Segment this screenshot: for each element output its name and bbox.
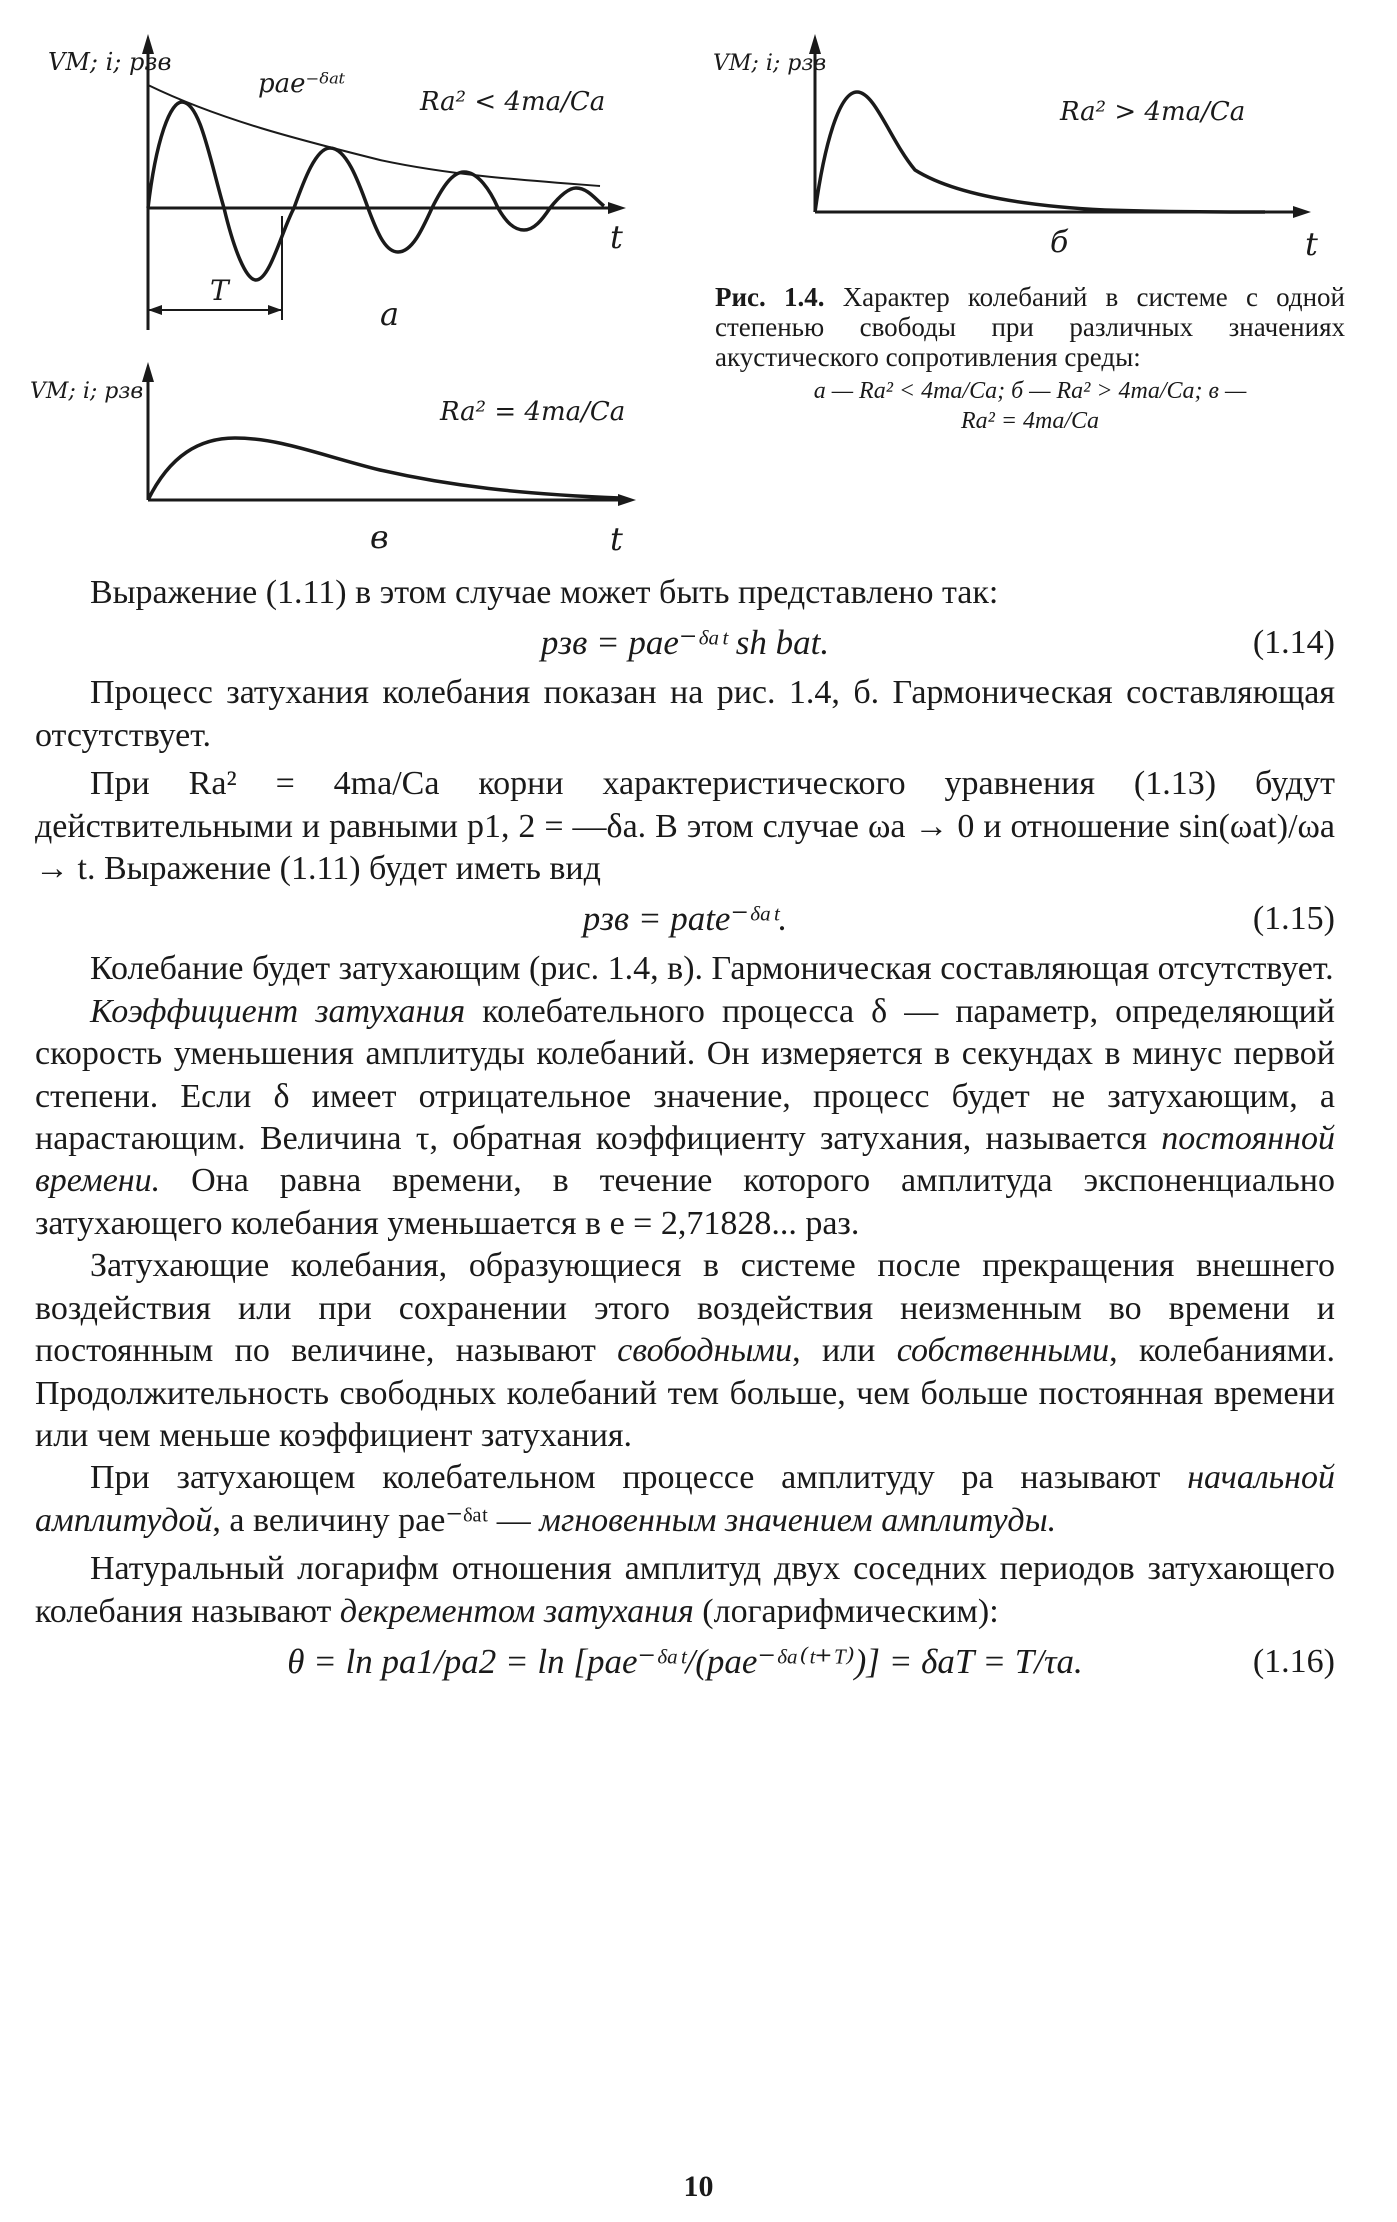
figure-a [20,30,640,360]
equation-1-15-formula: pзв = pаte⁻ᵟᵃᵗ. [582,899,788,939]
equation-1-14-number: (1.14) [1252,624,1335,662]
equation-1-16-number: (1.16) [1252,1642,1335,1680]
term-time-constant: постоянной времени. [35,1120,1335,1200]
equation-1-15 [35,890,1335,948]
figure-a-panel-letter: a [380,295,400,333]
figure-c-t-label: t [610,520,623,558]
figure-a-condition: Ra² < 4ma/Ca [420,87,606,117]
paragraph-1: Выражение (1.11) в этом случае может быть представлено так: [90,574,999,611]
equation-1-14 [35,614,1335,672]
paragraph-5: Коэффициент затухания колебательного процесса δ — параметр, определяющий скорость уменьшения амплитуды колебаний. Он измеряется в секундах в минус первой степени. Если δ имеет отрицательное значение, процесс будет не затухающим, а нарастающим. Величина τ, обратная коэффициенту затухания, называется постоянной времени. Она равна времени, в течение которого амплитуда экспоненциально затухающего колебания уменьшается в e = 2,71828... раз. [35,992,1335,1242]
figure-c [20,360,640,560]
paragraph-7: При затухающем колебательном процессе амплитуду pа называют начальной амплитудой, а величину pаe⁻ᵟᵃᵗ — мгновенным значением амплитуды. [35,1459,1335,1539]
figure-a-oscillation [148,102,604,280]
figure-caption-number: Рис. 1.4. [715,282,825,312]
figure-b-panel-letter: б [1050,225,1069,260]
figure-c-panel-letter: в [370,518,389,556]
term-damping-coefficient: Коэффициент затухания [90,992,466,1030]
term-free: свободными [617,1332,793,1370]
equation-1-16 [35,1633,1335,1691]
figure-c-y-label: VM; i; pзв [30,379,144,404]
figure-a-t-arrow [608,202,626,214]
paragraph-6: Затухающие колебания, образующиеся в системе после прекращения внешнего воздействия или при сохранении этого воздействия неизменным во времени и постоянным по величине, называют свободными, или собственными, колебаниями. Продолжительность свободных колебаний тем больше, чем больше постоянная времени или чем меньше коэффициент затухания. [35,1247,1335,1454]
figure-c-condition: Ra² = 4ma/Ca [440,397,626,427]
paragraph-4: Колебание будет затухающим (рис. 1.4, в). Гармоническая составляющая отсутствует. [90,950,1334,988]
figure-c-plot [20,360,640,560]
paragraph-8: Натуральный логарифм отношения амплитуд двух соседних периодов затухающего колебания называют декрементом затухания (логарифмическим): [35,1550,1335,1630]
term-decrement: декрементом затухания [339,1592,694,1630]
figure-b-condition: Ra² > 4ma/Ca [1060,97,1246,127]
figure-a-envelope-label: pae⁻ᵟᵃᵗ [258,69,346,99]
term-initial-amplitude: начальной амплитудой [35,1459,1335,1539]
term-natural: собственными [896,1332,1110,1370]
figure-a-plot [20,30,640,360]
equation-1-15-number: (1.15) [1252,900,1335,938]
figure-caption-legend-2: Rа² = 4mа/Cа [960,408,1100,434]
figure-b-plot [705,30,1345,263]
paragraph-2: Процесс затухания колебания показан на рис. 1.4, б. Гармоническая составляющая отсутствует. [35,674,1335,754]
page-number: 10 [683,2170,714,2203]
equation-1-16-formula: θ = ln pа1/pа2 = ln [pаe⁻ᵟᵃᵗ/(pаe⁻ᵟᵃ⁽ᵗ⁺ᵀ⁾)] = δаT = T/τа. [287,1641,1083,1681]
figure-b-y-label: VM; i; pзв [713,51,827,76]
figure-caption-main [715,282,1345,372]
figure-caption-legend-1: а — Rа² < 4mа/Cа; б — Rа² > 4mа/Cа; в — [813,378,1247,404]
figure-a-t-label: t [610,218,623,256]
term-instantaneous-amplitude: мгновенным значением амплитуды. [539,1501,1057,1539]
figure-caption [715,282,1345,438]
figure-a-period-label: T [210,274,229,307]
figure-b-t-label: t [1305,225,1318,263]
figure-b [705,30,1345,263]
figure-a-y-label: VM; i; pзв [48,48,172,76]
paragraph-3: При Rа² = 4mа/Cа корни характеристического уравнения (1.13) будут действительными и равными p1, 2 = —δа. В этом случае ωа → 0 и отношение sin(ωаt)/ωа → t. Выражение (1.11) будет иметь вид [35,765,1335,888]
equation-1-14-formula: pзв = pаe⁻ᵟᵃᵗ sh bаt. [540,623,830,663]
body-text [35,572,1335,1691]
figure-c-curve [148,438,620,500]
figure-caption-text: Характер колебаний в системе с одной степенью свободы при различных значениях акустического сопротивления среды: [715,282,1345,372]
